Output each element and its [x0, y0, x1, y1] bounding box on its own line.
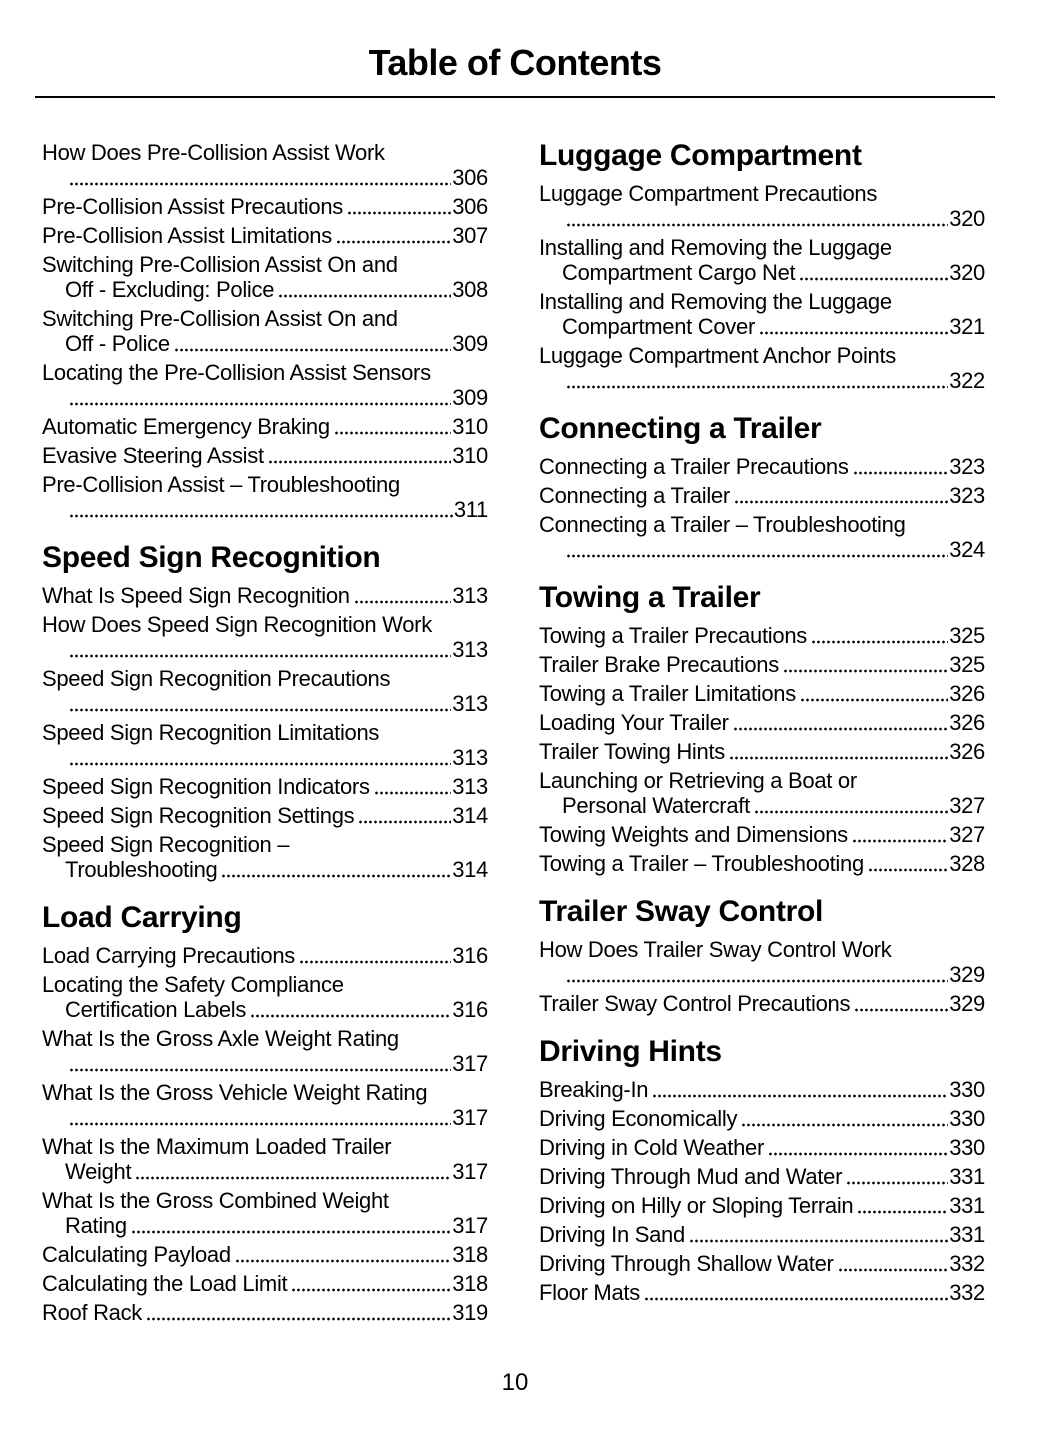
toc-entry — [539, 181, 985, 231]
dot-leader — [69, 654, 451, 658]
entry-line — [539, 454, 985, 479]
entry-title: Pre-Collision Assist Limitations — [42, 223, 332, 248]
dot-leader — [729, 756, 948, 760]
toc-section — [42, 902, 488, 1325]
entry-line — [539, 710, 985, 735]
toc-entry — [539, 1164, 985, 1189]
entry-page-number: 317 — [452, 1105, 488, 1130]
toc-entry — [42, 194, 488, 219]
entry-page-number: 306 — [452, 165, 488, 190]
toc-entry — [539, 1222, 985, 1247]
toc-section — [539, 1036, 985, 1305]
entry-page-number: 328 — [949, 851, 985, 876]
entry-line — [42, 1242, 488, 1267]
toc-entry — [539, 739, 985, 764]
entry-title: Evasive Steering Assist — [42, 443, 264, 468]
toc-entry — [42, 774, 488, 799]
entry-page-number: 331 — [949, 1193, 985, 1218]
entry-line: Speed Sign Recognition Limitations — [42, 720, 380, 745]
section-heading: Speed Sign Recognition — [42, 541, 381, 574]
toc-entry — [42, 472, 488, 522]
entry-line — [42, 223, 488, 248]
dot-leader — [854, 1008, 948, 1012]
toc-entry — [539, 1077, 985, 1102]
toc-section — [539, 896, 985, 1016]
toc-entry — [539, 512, 985, 562]
dot-leader — [334, 431, 451, 435]
entry-title: Towing a Trailer Limitations — [539, 681, 796, 706]
entry-line — [539, 1164, 985, 1189]
dot-leader — [853, 471, 949, 475]
toc-entry — [42, 1134, 488, 1184]
toc-entry — [42, 1188, 488, 1238]
dot-leader — [838, 1268, 949, 1272]
entry-line — [42, 1051, 488, 1076]
entry-line — [539, 1106, 985, 1131]
entry-title: Compartment Cover — [562, 314, 755, 339]
entry-line — [42, 1105, 488, 1130]
section-heading: Trailer Sway Control — [539, 895, 824, 928]
dot-leader — [69, 762, 451, 766]
entry-title: Driving Economically — [539, 1106, 738, 1131]
dot-leader — [347, 211, 451, 215]
entry-title: Trailer Brake Precautions — [539, 652, 779, 677]
entry-line — [539, 793, 985, 818]
toc-section — [539, 413, 985, 562]
entry-page-number: 320 — [949, 206, 985, 231]
entry-title: Rating — [65, 1213, 127, 1238]
entry-page-number: 323 — [949, 483, 985, 508]
entry-page-number: 310 — [452, 414, 488, 439]
entry-line: Launching or Retrieving a Boat or — [539, 768, 857, 793]
dot-leader — [652, 1094, 948, 1098]
entry-title: Trailer Towing Hints — [539, 739, 725, 764]
toc-entry — [42, 666, 488, 716]
dot-leader — [768, 1152, 948, 1156]
toc-entry — [42, 1026, 488, 1076]
entry-page-number: 324 — [949, 537, 985, 562]
toc-entry — [539, 1106, 985, 1131]
entry-page-number: 321 — [949, 314, 985, 339]
entry-title: Load Carrying Precautions — [42, 943, 295, 968]
toc-entry — [539, 851, 985, 876]
toc-entry — [539, 483, 985, 508]
toc-entry — [42, 443, 488, 468]
toc-entry — [539, 1251, 985, 1276]
entry-line — [539, 1193, 985, 1218]
entry-page-number: 323 — [949, 454, 985, 479]
entry-line — [42, 497, 488, 522]
dot-leader — [354, 600, 451, 604]
entry-title: Driving in Cold Weather — [539, 1135, 765, 1160]
entry-page-number: 309 — [452, 331, 488, 356]
entry-line — [42, 165, 488, 190]
dot-leader — [291, 1288, 451, 1292]
entry-page-number: 318 — [452, 1242, 488, 1267]
toc-entry — [539, 710, 985, 735]
dot-leader — [852, 839, 948, 843]
entry-page-number: 326 — [949, 710, 985, 735]
entry-line — [42, 943, 488, 968]
dot-leader — [811, 640, 948, 644]
dot-leader — [135, 1176, 451, 1180]
toc-section — [42, 542, 488, 882]
entry-title: Driving on Hilly or Sloping Terrain — [539, 1193, 854, 1218]
entry-page-number: 313 — [452, 774, 488, 799]
entry-title: Weight — [65, 1159, 132, 1184]
entry-page-number: 331 — [949, 1164, 985, 1189]
entry-title: Breaking-In — [539, 1077, 649, 1102]
entry-page-number: 313 — [452, 745, 488, 770]
toc-entry — [42, 140, 488, 190]
entry-page-number: 330 — [949, 1077, 985, 1102]
entry-page-number: 322 — [949, 368, 985, 393]
entry-page-number: 307 — [452, 223, 488, 248]
dot-leader — [857, 1210, 948, 1214]
entry-title: Connecting a Trailer — [539, 483, 730, 508]
entry-title: Trailer Sway Control Precautions — [539, 991, 851, 1016]
entry-line — [42, 857, 488, 882]
entry-line: Switching Pre-Collision Assist On and — [42, 252, 398, 277]
entry-line — [539, 314, 985, 339]
dot-leader — [174, 348, 451, 352]
entry-title: Driving In Sand — [539, 1222, 685, 1247]
entry-line: Installing and Removing the Luggage — [539, 235, 892, 260]
entry-title: Towing a Trailer Precautions — [539, 623, 807, 648]
toc-entry — [42, 612, 488, 662]
entry-page-number: 320 — [949, 260, 985, 285]
toc-entry — [42, 583, 488, 608]
entry-title: Driving Through Mud and Water — [539, 1164, 843, 1189]
toc-section — [539, 582, 985, 876]
entry-page-number: 309 — [452, 385, 488, 410]
entry-title: Off - Excluding: Police — [65, 277, 275, 302]
dot-leader — [69, 1068, 451, 1072]
entry-line — [539, 1077, 985, 1102]
entry-line — [42, 1159, 488, 1184]
dot-leader — [566, 223, 948, 227]
toc-column-left — [42, 140, 488, 1329]
dot-leader — [846, 1181, 948, 1185]
entry-title: Towing a Trailer – Troubleshooting — [539, 851, 864, 876]
entry-line: What Is the Gross Vehicle Weight Rating — [42, 1080, 428, 1105]
entry-page-number: 308 — [452, 277, 488, 302]
dot-leader — [336, 240, 451, 244]
entry-line — [42, 1213, 488, 1238]
entry-line — [539, 368, 985, 393]
entry-title: Connecting a Trailer Precautions — [539, 454, 849, 479]
entry-page-number: 317 — [452, 1051, 488, 1076]
dot-leader — [734, 500, 948, 504]
entry-line — [42, 277, 488, 302]
entry-title: Certification Labels — [65, 997, 247, 1022]
toc-entry — [539, 768, 985, 818]
entry-line — [539, 962, 985, 987]
dot-leader — [69, 708, 451, 712]
entry-line: How Does Pre-Collision Assist Work — [42, 140, 385, 165]
title-rule — [35, 96, 995, 98]
entry-title: Calculating the Load Limit — [42, 1271, 288, 1296]
entry-page-number: 316 — [452, 943, 488, 968]
toc-entry — [539, 1135, 985, 1160]
toc-entry — [42, 943, 488, 968]
toc-entry — [42, 414, 488, 439]
entry-line — [42, 1271, 488, 1296]
entry-line — [539, 991, 985, 1016]
toc-section — [42, 140, 488, 522]
toc-entry — [539, 652, 985, 677]
entry-page-number: 327 — [949, 822, 985, 847]
entry-line: Installing and Removing the Luggage — [539, 289, 892, 314]
entry-line: What Is the Maximum Loaded Trailer — [42, 1134, 392, 1159]
dot-leader — [221, 874, 451, 878]
entry-page-number: 329 — [949, 991, 985, 1016]
entry-page-number: 330 — [949, 1135, 985, 1160]
toc-entry — [539, 289, 985, 339]
dot-leader — [868, 868, 948, 872]
entry-page-number: 332 — [949, 1280, 985, 1305]
toc-entry — [539, 681, 985, 706]
entry-line: Pre-Collision Assist – Troubleshooting — [42, 472, 400, 497]
entry-title: Automatic Emergency Braking — [42, 414, 330, 439]
entry-line: Locating the Safety Compliance — [42, 972, 344, 997]
entry-line — [539, 681, 985, 706]
entry-title: Off - Police — [65, 331, 170, 356]
entry-line: What Is the Gross Combined Weight — [42, 1188, 389, 1213]
entry-title: Roof Rack — [42, 1300, 143, 1325]
entry-line — [539, 1135, 985, 1160]
entry-line — [42, 443, 488, 468]
page-title: Table of Contents — [368, 42, 662, 83]
section-heading: Driving Hints — [539, 1035, 722, 1068]
dot-leader — [250, 1014, 451, 1018]
toc-entry — [539, 454, 985, 479]
entry-title: Towing Weights and Dimensions — [539, 822, 848, 847]
dot-leader — [733, 727, 948, 731]
toc-entry — [42, 832, 488, 882]
entry-page-number: 306 — [452, 194, 488, 219]
dot-leader — [799, 277, 948, 281]
entry-line: Speed Sign Recognition Precautions — [42, 666, 391, 691]
entry-line — [539, 822, 985, 847]
footer-page-number: 10 — [501, 1369, 529, 1396]
dot-leader — [644, 1297, 948, 1301]
dot-leader — [754, 810, 948, 814]
entry-page-number: 313 — [452, 583, 488, 608]
entry-line — [42, 1300, 488, 1325]
entry-line — [539, 652, 985, 677]
entry-line: Luggage Compartment Anchor Points — [539, 343, 896, 368]
dot-leader — [374, 791, 452, 795]
dot-leader — [566, 979, 948, 983]
entry-line: Connecting a Trailer – Troubleshooting — [539, 512, 906, 537]
dot-leader — [358, 820, 451, 824]
entry-page-number: 316 — [452, 997, 488, 1022]
dot-leader — [566, 554, 948, 558]
dot-leader — [268, 460, 451, 464]
entry-line — [539, 537, 985, 562]
entry-title: Troubleshooting — [65, 857, 218, 882]
toc-entry — [42, 1271, 488, 1296]
entry-page-number: 313 — [452, 691, 488, 716]
entry-line — [539, 623, 985, 648]
entry-page-number: 310 — [452, 443, 488, 468]
entry-page-number: 319 — [452, 1300, 488, 1325]
dot-leader — [69, 1122, 451, 1126]
toc-column-right — [539, 140, 985, 1329]
entry-line — [42, 774, 488, 799]
entry-line: Locating the Pre-Collision Assist Sensors — [42, 360, 431, 385]
dot-leader — [783, 669, 948, 673]
entry-page-number: 331 — [949, 1222, 985, 1247]
entry-page-number: 314 — [452, 857, 488, 882]
entry-page-number: 332 — [949, 1251, 985, 1276]
entry-page-number: 311 — [453, 497, 488, 522]
toc-entry — [42, 1080, 488, 1130]
entry-line — [42, 331, 488, 356]
dot-leader — [278, 294, 451, 298]
toc-entry — [42, 720, 488, 770]
entry-line — [539, 1251, 985, 1276]
dot-leader — [69, 182, 451, 186]
entry-title: Speed Sign Recognition Settings — [42, 803, 355, 828]
toc-entry — [539, 623, 985, 648]
dot-leader — [741, 1123, 948, 1127]
dot-leader — [69, 402, 451, 406]
toc-entry — [539, 822, 985, 847]
entry-page-number: 313 — [452, 637, 488, 662]
entry-line — [539, 739, 985, 764]
entry-page-number: 317 — [452, 1213, 488, 1238]
entry-page-number: 318 — [452, 1271, 488, 1296]
entry-title: Loading Your Trailer — [539, 710, 729, 735]
toc-entry — [42, 803, 488, 828]
dot-leader — [131, 1230, 451, 1234]
entry-line — [42, 691, 488, 716]
toc-entry — [42, 1300, 488, 1325]
dot-leader — [689, 1239, 948, 1243]
entry-line: Speed Sign Recognition – — [42, 832, 290, 857]
entry-line: Luggage Compartment Precautions — [539, 181, 878, 206]
entry-line: How Does Trailer Sway Control Work — [539, 937, 892, 962]
entry-page-number: 325 — [949, 623, 985, 648]
toc-entry — [42, 306, 488, 356]
entry-line: Switching Pre-Collision Assist On and — [42, 306, 398, 331]
toc-entry — [42, 360, 488, 410]
entry-page-number: 330 — [949, 1106, 985, 1131]
toc-entry — [42, 1242, 488, 1267]
toc-entry — [539, 1280, 985, 1305]
section-heading: Towing a Trailer — [539, 581, 761, 614]
dot-leader — [566, 385, 948, 389]
entry-line — [539, 1222, 985, 1247]
toc-entry — [42, 223, 488, 248]
dot-leader — [800, 698, 948, 702]
toc-columns — [0, 140, 1057, 1329]
dot-leader — [69, 514, 453, 518]
dot-leader — [299, 960, 451, 964]
section-heading: Luggage Compartment — [539, 139, 862, 172]
section-heading: Connecting a Trailer — [539, 412, 822, 445]
toc-entry — [539, 235, 985, 285]
entry-line — [42, 414, 488, 439]
toc-entry — [42, 252, 488, 302]
entry-page-number: 317 — [452, 1159, 488, 1184]
entry-line — [539, 1280, 985, 1305]
entry-title: Compartment Cargo Net — [562, 260, 796, 285]
toc-entry — [539, 343, 985, 393]
dot-leader — [759, 331, 948, 335]
toc-section — [539, 140, 985, 393]
entry-title: Driving Through Shallow Water — [539, 1251, 834, 1276]
entry-page-number: 326 — [949, 739, 985, 764]
entry-line — [539, 483, 985, 508]
entry-line — [42, 803, 488, 828]
entry-page-number: 327 — [949, 793, 985, 818]
entry-line: What Is the Gross Axle Weight Rating — [42, 1026, 399, 1051]
entry-line — [42, 637, 488, 662]
entry-line — [42, 745, 488, 770]
dot-leader — [146, 1317, 451, 1321]
entry-page-number: 329 — [949, 962, 985, 987]
toc-entry — [539, 937, 985, 987]
toc-entry — [539, 1193, 985, 1218]
toc-entry — [539, 991, 985, 1016]
entry-line — [539, 851, 985, 876]
dot-leader — [235, 1259, 451, 1263]
entry-title: What Is Speed Sign Recognition — [42, 583, 350, 608]
entry-title: Pre-Collision Assist Precautions — [42, 194, 343, 219]
entry-line — [42, 997, 488, 1022]
entry-page-number: 325 — [949, 652, 985, 677]
entry-page-number: 326 — [949, 681, 985, 706]
toc-entry — [42, 972, 488, 1022]
entry-page-number: 314 — [452, 803, 488, 828]
entry-title: Personal Watercraft — [562, 793, 750, 818]
entry-line — [42, 385, 488, 410]
entry-line: How Does Speed Sign Recognition Work — [42, 612, 432, 637]
entry-title: Floor Mats — [539, 1280, 640, 1305]
entry-title: Speed Sign Recognition Indicators — [42, 774, 370, 799]
entry-line — [539, 206, 985, 231]
entry-line — [42, 583, 488, 608]
entry-line — [42, 194, 488, 219]
section-heading: Load Carrying — [42, 901, 242, 934]
entry-line — [539, 260, 985, 285]
entry-title: Calculating Payload — [42, 1242, 231, 1267]
